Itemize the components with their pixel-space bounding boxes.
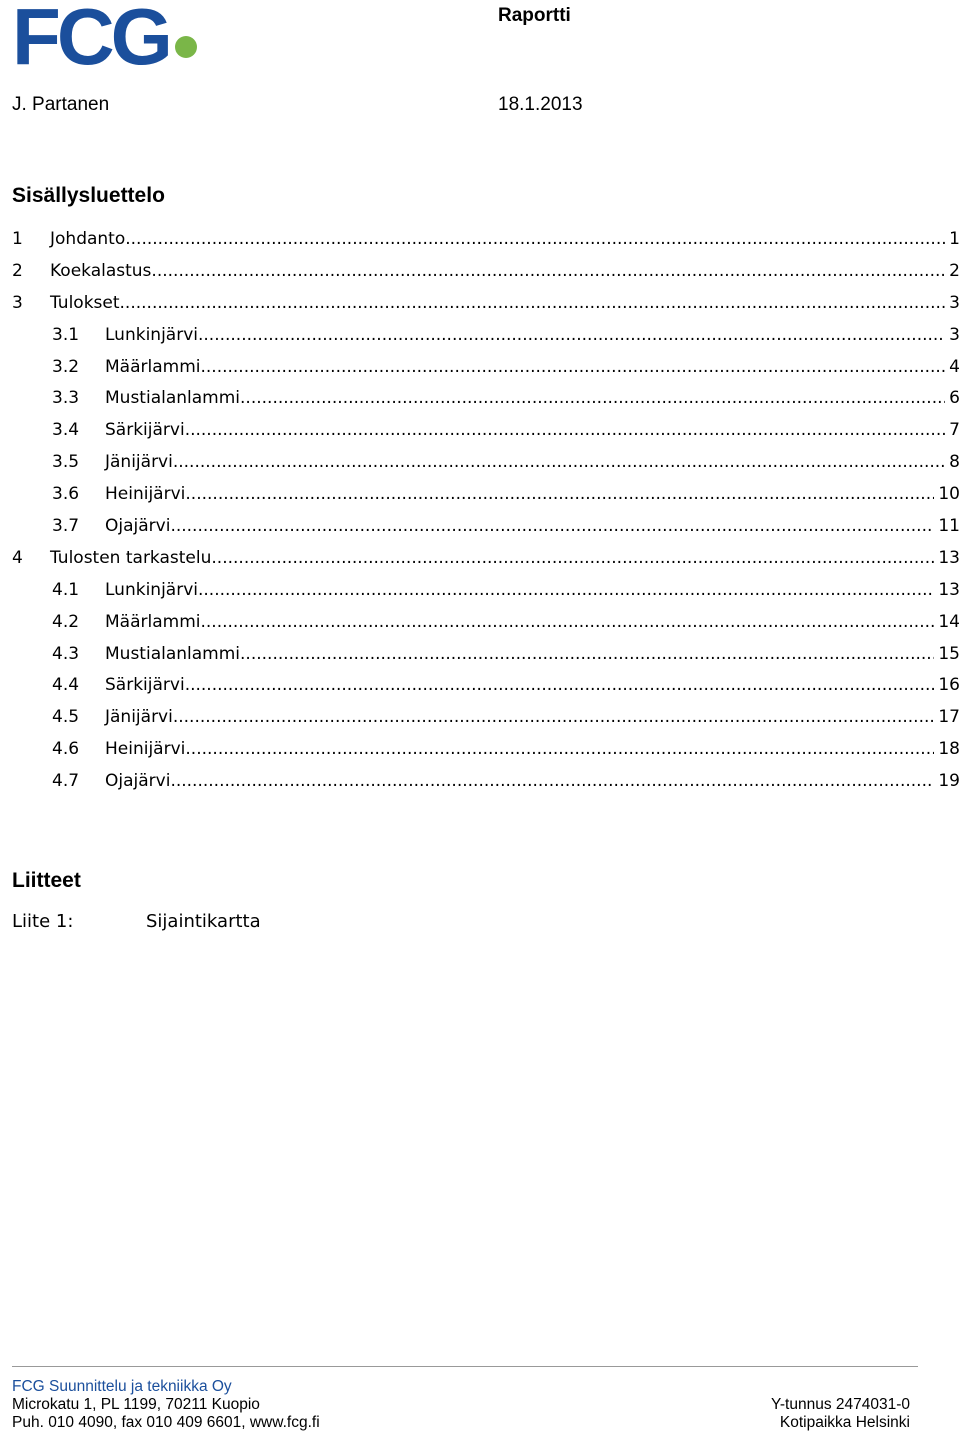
toc-entry-number: 3.2 [52, 356, 80, 377]
toc-entry[interactable] [12, 447, 960, 479]
toc-entry-number: 4.1 [52, 579, 80, 600]
toc-entry-title[interactable]: Särkijärvi [105, 420, 185, 441]
toc-entry-page: 13 [938, 579, 960, 600]
toc-entry[interactable] [12, 702, 960, 734]
toc-entry-title[interactable]: Mustialanlammi [105, 388, 241, 409]
fcg-logo-icon [12, 2, 202, 70]
toc-entry-page: 13 [938, 547, 960, 568]
toc-entry-page: 3 [949, 324, 960, 345]
toc-entry-page: 10 [938, 484, 960, 505]
toc-entry-title[interactable]: Määrlammi [105, 356, 201, 377]
toc-dot-leader [151, 256, 945, 288]
footer-business-id: Y-tunnus 2474031-0 [770, 1396, 910, 1413]
toc-entry-title[interactable]: Särkijärvi [105, 675, 185, 696]
toc-entry-number: 4.3 [52, 643, 80, 664]
toc-entry[interactable] [12, 639, 960, 671]
toc-entry-title[interactable]: Koekalastus [50, 260, 152, 281]
toc-entry-number: 3.3 [52, 388, 80, 409]
toc-entry[interactable] [12, 320, 960, 352]
toc-entry-number: 3.5 [52, 452, 80, 473]
toc-entry[interactable] [12, 415, 960, 447]
toc-entry[interactable] [12, 288, 960, 320]
toc-entry-page: 1 [949, 229, 960, 249]
toc-entry-page: 15 [938, 643, 960, 664]
toc-entry-page: 17 [938, 707, 960, 728]
toc-entry-page: 3 [949, 292, 960, 313]
footer-address: Microkatu 1, PL 1199, 70211 Kuopio [12, 1396, 260, 1413]
toc-dot-leader [240, 639, 934, 671]
toc-entry[interactable] [12, 224, 960, 256]
toc-dot-leader [198, 575, 934, 607]
toc-dot-leader [185, 670, 935, 702]
footer-line-1 [12, 1396, 910, 1414]
footer-domicile: Kotipaikka Helsinki [779, 1414, 910, 1431]
toc-dot-leader [185, 479, 934, 511]
toc-entry-number: 2 [12, 260, 23, 281]
toc-entry-page: 18 [938, 739, 960, 760]
toc-dot-leader [200, 607, 934, 639]
toc-dot-leader [198, 320, 945, 352]
toc-entry-number: 4 [12, 547, 23, 568]
toc-entry-number: 4.7 [52, 771, 80, 792]
toc-entry-title[interactable]: Määrlammi [105, 611, 201, 632]
toc-entry[interactable] [12, 543, 960, 575]
toc-entry-number: 3.6 [52, 484, 80, 505]
toc-entry[interactable] [12, 607, 960, 639]
page-footer [12, 1378, 910, 1432]
toc-dot-leader [173, 447, 945, 479]
appendix-item [12, 911, 261, 932]
toc-dot-leader [200, 352, 945, 384]
toc-entry-page: 8 [949, 452, 960, 473]
footer-divider [12, 1366, 918, 1367]
toc-entry-title[interactable]: Lunkinjärvi [105, 579, 198, 600]
appendix-label: Liite 1: [12, 911, 74, 932]
toc-dot-leader [173, 702, 935, 734]
toc-entry-page: 11 [938, 516, 960, 537]
toc-dot-leader [170, 766, 934, 798]
toc-entry[interactable] [12, 734, 960, 766]
toc-entry-number: 1 [12, 229, 23, 249]
toc-entry-number: 4.2 [52, 611, 80, 632]
toc-dot-leader [185, 415, 945, 447]
toc-entry-page: 2 [949, 260, 960, 281]
toc-entry-number: 3.1 [52, 324, 80, 345]
toc-entry-page: 16 [938, 675, 960, 696]
toc-entry-page: 7 [949, 420, 960, 441]
toc-entry-number: 3.7 [52, 516, 80, 537]
toc-heading: Sisällysluettelo [12, 184, 165, 207]
toc-entry-page: 19 [938, 771, 960, 792]
toc-dot-leader [125, 224, 945, 256]
toc-dot-leader [120, 288, 946, 320]
toc-entry-number: 4.5 [52, 707, 80, 728]
toc-entry-number: 3 [12, 292, 23, 313]
toc-entry-title[interactable]: Lunkinjärvi [105, 324, 198, 345]
toc-dot-leader [185, 734, 934, 766]
toc-entry[interactable] [12, 479, 960, 511]
document-author: J. Partanen [12, 94, 110, 115]
toc-entry-title[interactable]: Tulosten tarkastelu [50, 547, 212, 568]
toc-entry-title[interactable]: Ojajärvi [105, 771, 171, 792]
appendices-heading: Liitteet [12, 869, 81, 892]
toc-entry-number: 3.4 [52, 420, 80, 441]
document-date: 18.1.2013 [498, 94, 583, 115]
toc-entry-title[interactable]: Jänijärvi [105, 707, 173, 728]
toc-entry-title[interactable]: Tulokset [50, 292, 120, 313]
toc-entry-page: 4 [949, 356, 960, 377]
toc-entry[interactable] [12, 575, 960, 607]
toc-entry[interactable] [12, 352, 960, 384]
logo-dot [175, 36, 197, 58]
toc-entry-title[interactable]: Heinijärvi [105, 739, 186, 760]
toc-entry[interactable] [12, 766, 960, 798]
footer-contact: Puh. 010 4090, fax 010 409 6601, www.fcg.fi [12, 1414, 320, 1431]
footer-line-2 [12, 1414, 910, 1432]
toc-entry-number: 4.4 [52, 675, 80, 696]
toc-entry-title[interactable]: Heinijärvi [105, 484, 186, 505]
document-type: Raportti [498, 5, 571, 26]
toc-dot-leader [170, 511, 934, 543]
toc-dot-leader [240, 383, 945, 415]
toc-entry[interactable] [12, 511, 960, 543]
logo-wordmark: FCG [12, 2, 169, 70]
company-logo [12, 2, 202, 70]
toc-entry-title[interactable]: Mustialanlammi [105, 643, 241, 664]
toc-entry-title[interactable]: Johdanto [50, 229, 126, 249]
footer-company-name: FCG Suunnittelu ja tekniikka Oy [12, 1378, 232, 1395]
toc-entry-number: 4.6 [52, 739, 80, 760]
toc-entry-title[interactable]: Ojajärvi [105, 516, 171, 537]
toc-entry[interactable] [12, 256, 960, 288]
appendix-title[interactable]: Sijaintikartta [146, 911, 261, 932]
toc-dot-leader [211, 543, 934, 575]
toc-entry[interactable] [12, 383, 960, 415]
table-of-contents [12, 224, 960, 798]
toc-entry-title[interactable]: Jänijärvi [105, 452, 173, 473]
toc-entry[interactable] [12, 670, 960, 702]
toc-entry-page: 6 [949, 388, 960, 409]
toc-entry-page: 14 [938, 611, 960, 632]
